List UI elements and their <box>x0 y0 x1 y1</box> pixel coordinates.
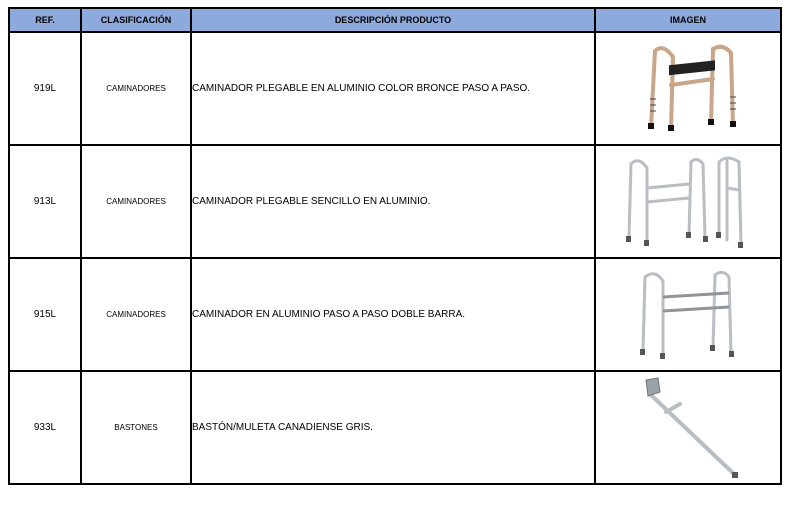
bronze-walker-icon <box>633 39 743 139</box>
product-image-cell <box>595 145 781 258</box>
header-ref: REF. <box>9 8 81 32</box>
product-image-cell <box>595 258 781 371</box>
header-description: DESCRIPCIÓN PRODUCTO <box>191 8 595 32</box>
header-row <box>9 8 781 32</box>
product-description: CAMINADOR PLEGABLE EN ALUMINIO COLOR BRONCE PASO A PASO. <box>191 32 595 145</box>
table-row <box>9 145 781 258</box>
product-ref: 913L <box>9 145 81 258</box>
table-row <box>9 32 781 145</box>
double-bar-walker-icon <box>633 267 743 363</box>
product-ref: 919L <box>9 32 81 145</box>
product-classification: CAMINADORES <box>81 32 191 145</box>
product-ref: 915L <box>9 258 81 371</box>
product-classification: CAMINADORES <box>81 145 191 258</box>
product-image-cell <box>595 32 781 145</box>
header-image: IMAGEN <box>595 8 781 32</box>
folding-walker-icon <box>623 154 753 250</box>
product-description: CAMINADOR EN ALUMINIO PASO A PASO DOBLE BARRA. <box>191 258 595 371</box>
table-row <box>9 258 781 371</box>
table-row <box>9 371 781 484</box>
product-classification: BASTONES <box>81 371 191 484</box>
header-classification: CLASIFICACIÓN <box>81 8 191 32</box>
product-classification: CAMINADORES <box>81 258 191 371</box>
product-ref: 933L <box>9 371 81 484</box>
product-image-cell <box>595 371 781 484</box>
product-table <box>8 7 782 485</box>
product-description: BASTÓN/MULETA CANADIENSE GRIS. <box>191 371 595 484</box>
product-description: CAMINADOR PLEGABLE SENCILLO EN ALUMINIO. <box>191 145 595 258</box>
forearm-crutch-icon <box>628 374 748 482</box>
